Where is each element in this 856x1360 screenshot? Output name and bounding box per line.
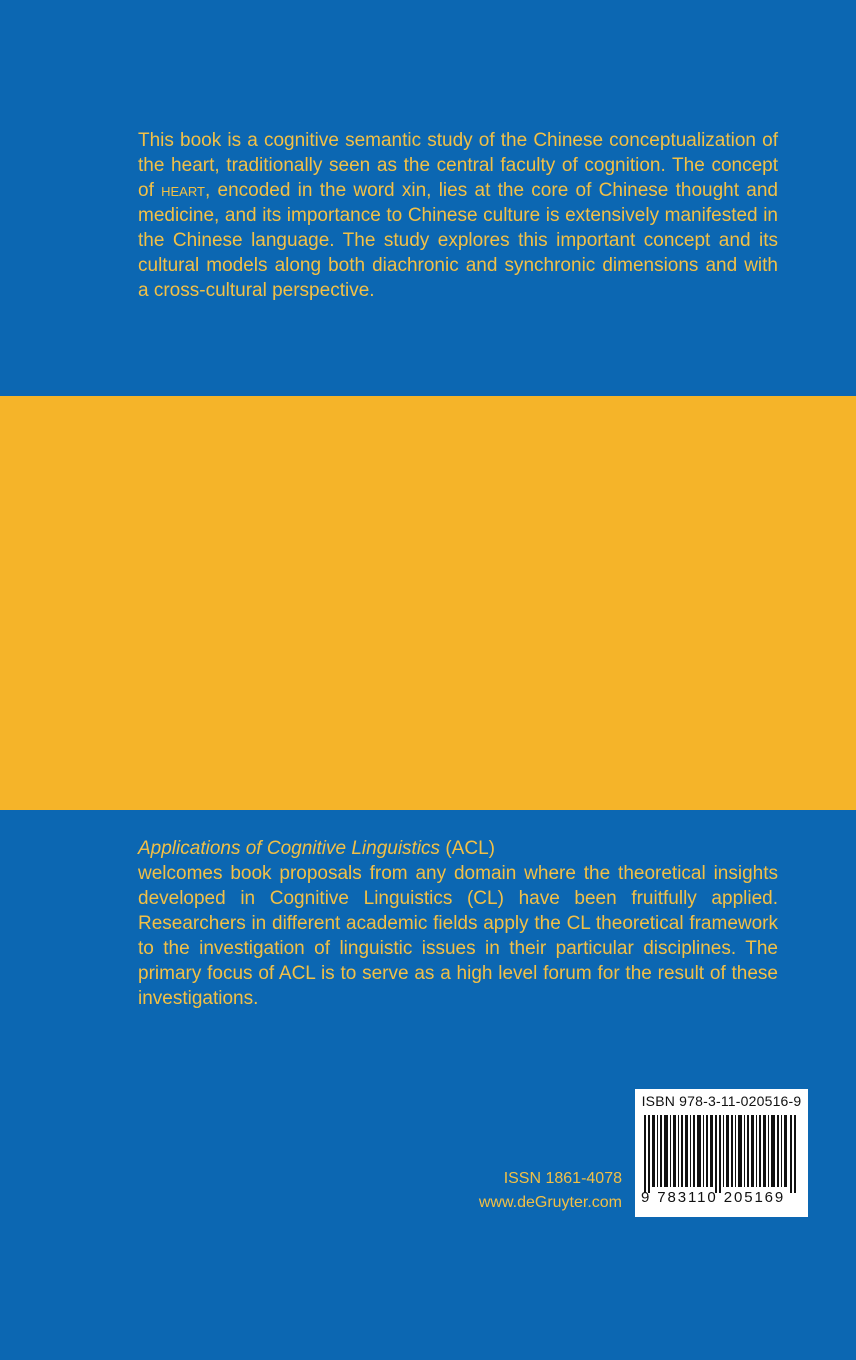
- middle-yellow-band: [0, 396, 856, 810]
- publisher-info: [438, 1167, 622, 1215]
- series-title: [138, 836, 778, 861]
- issn-number: ISSN 1861-4078: [503, 1170, 622, 1187]
- series-title-italic: Applications of Cognitive Linguistics: [138, 838, 441, 859]
- book-blurb: [138, 128, 778, 303]
- blurb-text-part1: This book is a cognitive semantic study of the Chinese conceptualization of the heart, traditionally seen as the central faculty of cognition. The concept of: [138, 130, 778, 201]
- series-description: [138, 836, 778, 1011]
- blurb-text-part2: , encoded in the word xin, lies at the core of Chinese thought and medicine, and its importance to Chinese culture is extensively manifested in the Chinese language. The study explores this important concept and its cultural models along both diachronic and synchronic dimensions and with a cross-cultural perspective.: [138, 180, 778, 301]
- blurb-smallcaps-heart: heart: [161, 180, 205, 201]
- series-text: welcomes book proposals from any domain where the theoretical insights developed in Cognitive Linguistics (CL) have been fruitfully applied. Researchers in different academic fields apply the CL theoretical framework to the investigation of linguistic issues in their particular disciplines. The primary focus of ACL is to serve as a high level forum for the result of these investigations.: [138, 863, 778, 1009]
- barcode-icon: [644, 1115, 800, 1193]
- barcode-digits: 9 783110 205169: [641, 1189, 786, 1206]
- publisher-website: www.deGruyter.com: [478, 1194, 622, 1211]
- isbn-label: ISBN 978-3-11-020516-9: [641, 1093, 802, 1109]
- isbn-barcode-box: [635, 1089, 808, 1217]
- series-title-abbrev: (ACL): [440, 838, 495, 859]
